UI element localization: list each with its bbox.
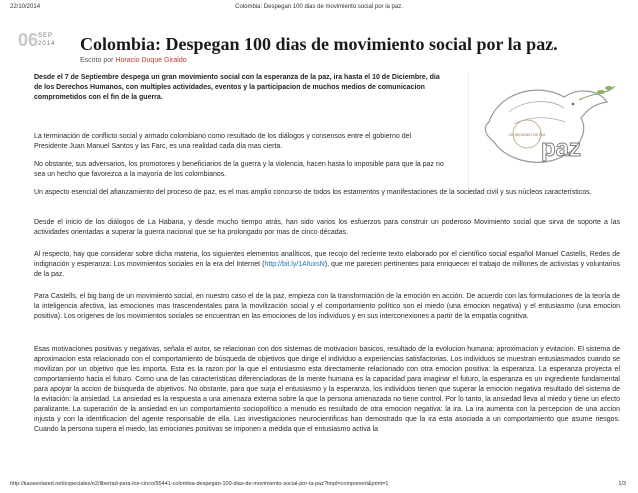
paragraph-3: Un aspecto esencial del afianzamiento del proceso de paz, es el mas amplio concurso de todos los estamentos y manifestaciones de la sociedad civil y sus núcleos característicos.	[34, 189, 592, 196]
castells-link[interactable]: http://bit.ly/1AfuxsN	[264, 261, 325, 268]
date-day: 06	[18, 30, 39, 50]
dove-stamp: UN SEGUNDO DE PAZ	[508, 133, 546, 137]
paragraph-5	[34, 250, 620, 280]
print-date: 22/10/2014	[10, 4, 41, 10]
date-badge	[18, 30, 62, 60]
print-page-title: Colombia: Despegan 100 dias de movimiento social por la paz.	[235, 4, 403, 10]
page-number: 1/3	[618, 481, 626, 487]
byline-prefix: Escrito por	[80, 57, 114, 64]
paragraph-5-text-a: Al respecto, hay que considerar sobre dicha materia, los siguientes elementos analíticos, que recojo del reciente texto elaborado por el científico social español Manuel Castells, Redes de indignación y esperanza: Los movimientos sociales en la era del Internet (	[34, 251, 620, 268]
author-link[interactable]: Horacio Duque Giraldo	[115, 57, 187, 64]
dove-illustration	[469, 72, 619, 192]
print-header	[0, 4, 638, 14]
print-footer	[0, 481, 638, 491]
date-month: SEP	[38, 33, 54, 39]
paragraph-1: La terminación de conflicto social y armado colombiano como resultado de los diálogos y consensos entre el gobierno del Presidente Juan Manuel Santos y las Farc, es una realidad cada día mas cierta.	[34, 133, 412, 150]
byline	[80, 57, 187, 64]
date-year: 2014	[38, 41, 56, 47]
paragraph-6: Para Castells, el big bang de un movimiento social, en nuestro caso el de la paz, empieza con la transformación de la emoción en acción. De acuerdo con las formulaciones de la teoría de la inteligencia afectiva, las emociones mas trascendentales para la movilización social y el comportamiento político son el miedo (una emocion negativa) y el entusiasmo (una emocion positiva). Los orígenes de los movimientos sociales se encuentran en las emociones de los individuos y en sus interconexiones a partir de la empatía cognitiva.	[34, 293, 620, 320]
paragraph-7: Esas motivaciones positivas y negativas, señala el autor, se relacionan con dos sistemas de motivacion basicos, resultado de la evolucion humana: aproximacion y evitacion. El sistema de aproximacion esta relacionado con el comportamiento de búsqueda de objetivos que dirige el individuo a experiencias satisfactorias. Los individuos se muestran entusiasmados cuando se movilizan por un objetivo que les importa. Esta es la razon por la que el entusiasmo esta directamente relacionado con otra emocion positiva: la esperanza. La esperanza proyecta el comportamiento hacia el futuro. Como una de las características diferenciadoras de la mente humana es la capacidad para imaginar el futuro, la esperanza es un ingrediente fundamental para apoyar la accion de busqueda de objetivos. No obstante, para que surja el entusiasmo y la esperanza, los individuos tienen que superar la emocion negativa resultado del sistema de la evitación: la ansiedad. La ansiedad es la respuesta a una amenaza externa sobre la que la persona amenazada no tiene control. Por lo tanto, la ansiedad lleva al miedo y tiene un efecto paralizante. La superación de la ansiedad en un comportamiento sociopolítico a menudo es resultado de otra emocion negativa: la ira. La ira aumenta con la percepcion de una accion injusta y con la identificacion del agente responsable de ella. Las investigaciones neurocientificas han demostrado que la ira esta asociada a un comportamiento que asume riesgos. Cuando la persona supera el miedo, las emociones positivas se imponen a medida que el entusiasmo activa la	[34, 346, 620, 433]
paragraph-2: No obstante, sus adversarios, los promotores y beneficiarios de la guerra y la violencia, hacen hasta lo imposible para que la paz no sea un hecho que favorezca a la mayoría de los colombianos.	[34, 161, 444, 178]
paragraph-4: Desde el inicio de los diálogos de La Habana, y desde mucho tiempo atrás, han sido varios los esfuerzos para construir un poderoso Movimiento social que sirva de soporte a las actividades orientadas a superar la guerra nacional que se ha prolongado por mas de cinco décadas.	[34, 219, 620, 236]
paz-word: paz	[540, 135, 582, 162]
paragraph-5-text-b: ), que me parecen pertinentes para enriquecer el trabajo de millones de activistas y voluntarios de la paz.	[34, 261, 620, 278]
article-lead: Desde el 7 de Septiembre despega un gran movimiento social con la esperanza de la paz, ira hasta el 10 de Diciembre, dia de los Derechos Humanos, con multiples actividades, eventos y la participacion de muchos medios de comunicacion comprometidos con el fin de la guerra.	[34, 74, 440, 101]
print-url: http://kaosenlared.net/especiales/e2/libertad-para-los-cinco/95441-colombia-despegan-100-dias-de-movimiento-social-por-la-paz?tmpl=component&print=1	[10, 481, 389, 487]
article-title: Colombia: Despegan 100 dias de movimiento social por la paz.	[80, 34, 558, 54]
dove-peace-image	[468, 72, 619, 192]
